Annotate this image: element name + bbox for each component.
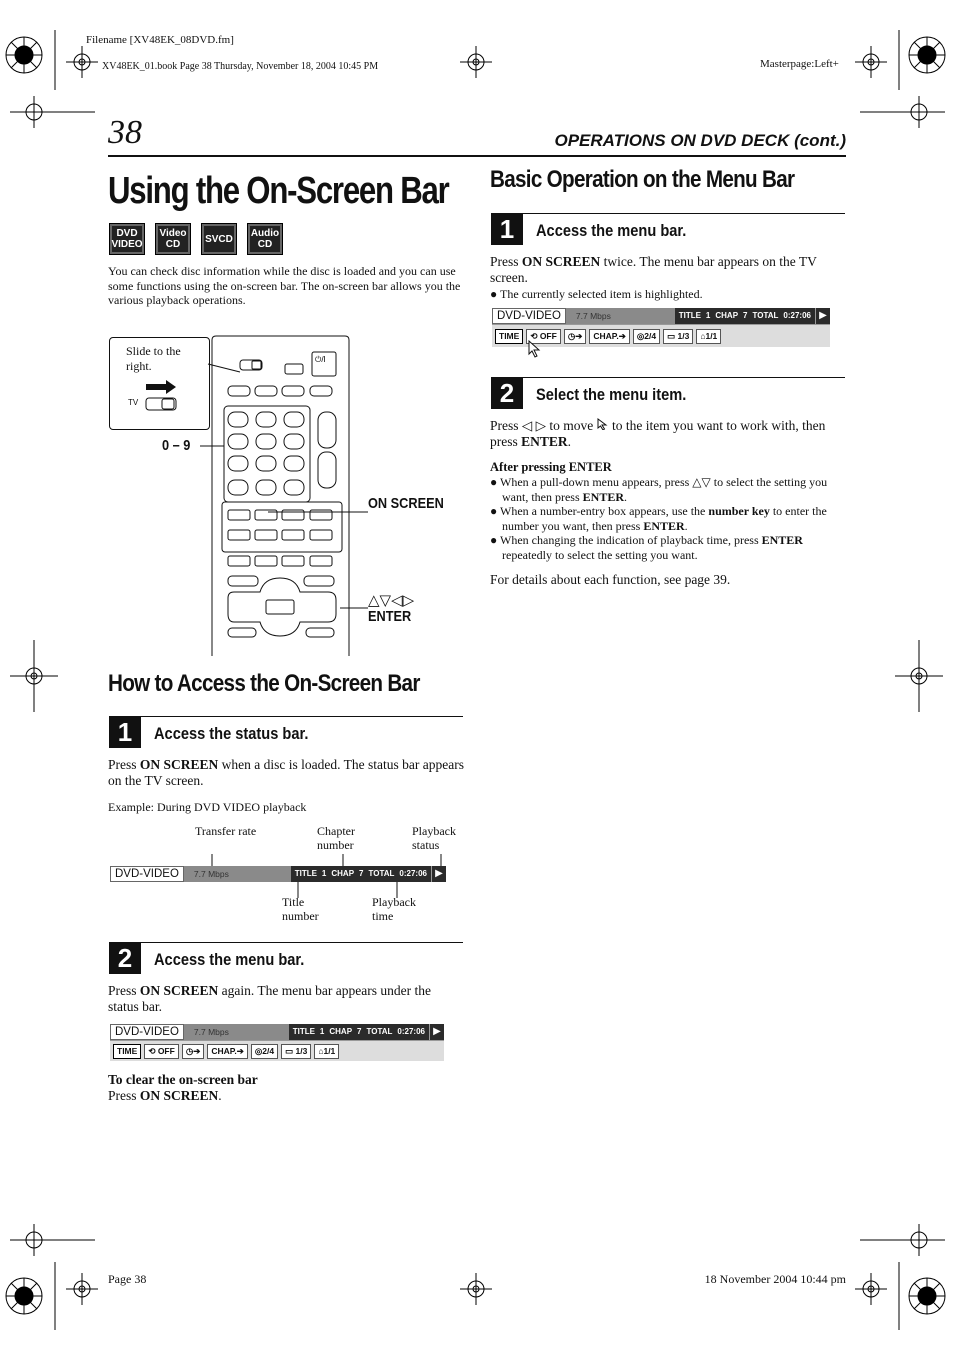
label-chapter-number: Chapter number [317, 824, 355, 852]
menu-subtitle-right[interactable]: ▭ 1/3 [663, 329, 693, 344]
camera-icon: ⌂ [700, 330, 706, 341]
right-step-2-rule [523, 377, 845, 378]
page-number: 38 [108, 114, 142, 151]
menu-bar-left [110, 1040, 444, 1061]
right-step-1-text: Press ON SCREEN twice. The menu bar appears on the TV screen. [490, 254, 817, 285]
bullet-1: ● When a pull-down menu appears, press △▽ to select the setting you want, then press ENTER. [490, 475, 828, 504]
subtitle-icon: ▭ [285, 1045, 294, 1056]
book-meta: XV48EK_01.book Page 38 Thursday, November 18, 2004 10:45 PM [102, 61, 379, 72]
menu-bar-example-right [492, 308, 830, 347]
svcd-icon: SVCD [201, 223, 237, 255]
clear-heading: To clear the on-screen bar [108, 1072, 258, 1087]
menu-bar-right [492, 324, 830, 347]
bullet-2: ● When a number-entry box appears, use the number key to enter the number you want, then press ENTER. [490, 504, 827, 533]
section-title-access: How to Access the On-Screen Bar [108, 670, 420, 697]
menu-chap[interactable]: CHAP.➔ [207, 1044, 247, 1059]
tv-label: TV [128, 398, 139, 407]
label-playback-time: Playback time [372, 895, 416, 923]
right-step-1-bullet: ● The currently selected item is highlighted. [490, 287, 703, 301]
menu-timer-right[interactable] [564, 329, 587, 344]
video-cd-icon: Video CD [155, 223, 191, 255]
menu-time-right[interactable]: TIME [495, 329, 523, 344]
right-step-1-number: 1 [491, 213, 523, 245]
digits-label: 0 – 9 [162, 437, 191, 454]
footer-date: 18 November 2004 10:44 pm [704, 1272, 846, 1286]
after-heading: After pressing ENTER [490, 460, 612, 474]
menu-timer[interactable] [182, 1044, 205, 1059]
menu-chap-right[interactable]: CHAP.➔ [589, 329, 629, 344]
right-step-1-rule [523, 213, 845, 214]
clear-text: Press ON SCREEN. [108, 1088, 222, 1103]
repeat-icon: ⟲ [530, 330, 538, 341]
title-chapter-time: TITLE 1 CHAP 7 TOTAL 0:27:06 [291, 866, 431, 882]
onscreen-label: ON SCREEN [368, 495, 444, 512]
menu-angle-right[interactable]: ⌂1/1 [696, 329, 721, 344]
menu-angle[interactable]: ⌂1/1 [314, 1044, 339, 1059]
right-step-2-text: Press ◁ ▷ to move to the item you want to work with, then press ENTER. [490, 418, 826, 449]
step-2-rule [141, 942, 463, 943]
step-2-number: 2 [109, 942, 141, 974]
intro-text: You can check disc information while the disc is loaded and you can use some functions using the on-screen bar. The on-screen bar allows you the various playback operations. [108, 264, 461, 307]
step-1-number: 1 [109, 716, 141, 748]
transfer-rate: 7.7 Mbps [184, 866, 291, 882]
label-playback-status: Playback status [412, 824, 456, 852]
bullet-3: ● When changing the indication of playback time, press ENTER repeatedly to select the setting you want. [490, 533, 803, 562]
cursor-icon [597, 418, 609, 430]
status-bar-right: DVD-VIDEO 7.7 Mbps TITLE 1 CHAP 7 TOTAL 0:27:06 ▶ [492, 308, 830, 324]
audio-cd-icon: Audio CD [247, 223, 283, 255]
audio-icon: ◎ [254, 1045, 263, 1056]
example-caption: Example: During DVD VIDEO playback [108, 800, 307, 814]
step-1-rule [141, 716, 463, 717]
slide-note: Slide to the right. [126, 344, 181, 373]
audio-icon: ◎ [636, 330, 645, 341]
menu-bar-example-left [110, 1024, 444, 1061]
filename-meta: Filename [XV48EK_08DVD.fm] [86, 34, 234, 46]
slide-switch-icon [140, 380, 180, 414]
right-step-1-title: Access the menu bar. [536, 221, 687, 240]
step-2-title: Access the menu bar. [154, 950, 305, 969]
status-bar-left-2: DVD-VIDEO 7.7 Mbps TITLE 1 CHAP 7 TOTAL 0:27:06 ▶ [110, 1024, 444, 1040]
play-icon: ▶ [431, 866, 446, 882]
menu-audio-right[interactable]: ◎2/4 [633, 329, 660, 344]
subtitle-icon: ▭ [667, 330, 676, 341]
cursor-icon [528, 340, 542, 358]
right-step-2-number: 2 [491, 377, 523, 409]
menu-repeat-right[interactable]: ⟲ OFF [526, 329, 561, 344]
menu-repeat[interactable]: ⟲ OFF [144, 1044, 179, 1059]
svg-text:⏻/I: ⏻/I [315, 355, 326, 364]
details-text: For details about each function, see page 39. [490, 572, 731, 587]
running-head: OPERATIONS ON DVD DECK (cont.) [554, 131, 846, 150]
clock-icon: ◷➔ [185, 1045, 201, 1056]
disc-icons [109, 223, 283, 255]
menu-subtitle[interactable]: ▭ 1/3 [281, 1044, 311, 1059]
step-2-text: Press ON SCREEN again. The menu bar appears under the status bar. [108, 983, 431, 1014]
arrows-label: △▽◁▷ [368, 592, 415, 609]
slide-callout [109, 337, 210, 430]
step-1-text: Press ON SCREEN when a disc is loaded. The status bar appears on the TV screen. [108, 757, 464, 788]
header-rule [108, 155, 846, 157]
menu-time[interactable]: TIME [113, 1044, 141, 1059]
dvd-video-icon: DVD VIDEO [109, 223, 145, 255]
label-title-number: Title number [282, 895, 319, 923]
disc-type: DVD-VIDEO [110, 866, 184, 882]
status-bar-example [110, 866, 446, 882]
masterpage-meta: Masterpage:Left+ [760, 58, 839, 70]
step-1-title: Access the status bar. [154, 724, 309, 743]
footer-page: Page 38 [108, 1272, 147, 1286]
repeat-icon: ⟲ [148, 1045, 156, 1056]
right-step-2-title: Select the menu item. [536, 385, 687, 404]
callout-lines [200, 440, 370, 640]
label-transfer-rate: Transfer rate [195, 824, 257, 838]
enter-label: ENTER [368, 608, 412, 625]
page-title: Using the On-Screen Bar [108, 170, 449, 212]
after-bullets [490, 475, 846, 562]
clock-icon: ◷➔ [567, 330, 583, 341]
menu-audio[interactable]: ◎2/4 [251, 1044, 278, 1059]
section-title-basic: Basic Operation on the Menu Bar [490, 166, 795, 193]
camera-icon: ⌂ [318, 1045, 324, 1056]
